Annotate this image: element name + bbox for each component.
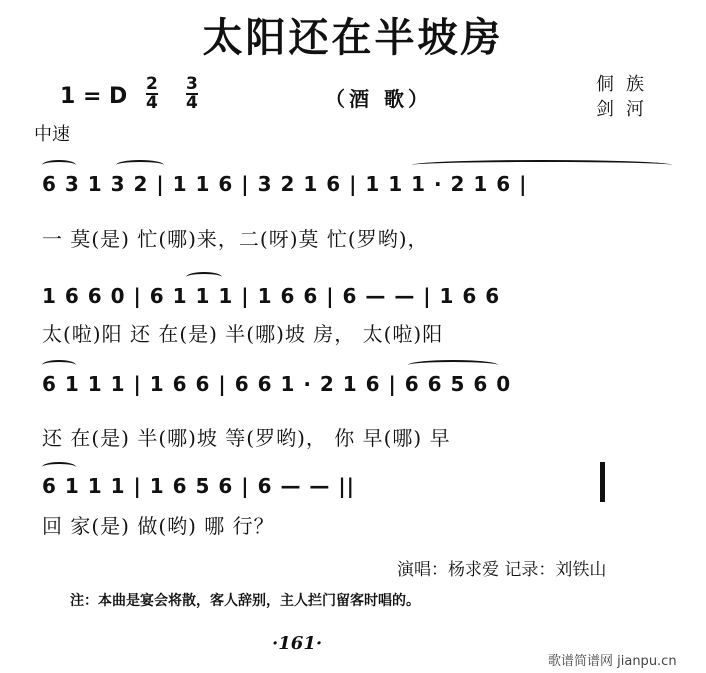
watermark: 歌谱简谱网 jianpu.cn [548,654,677,669]
key-signature: 1 = D [60,84,128,109]
notation-line-2: 1 6 6 0 | 6 1 1 1 | 1 6 6 | 6 — — | 1 6 6 [42,284,501,308]
final-barline [600,462,605,502]
slur [116,160,164,170]
notation-line-3: 6 1 1 1 | 1 6 6 | 6 6 1 · 2 1 6 | 6 6 5 6 0 [42,372,512,396]
lyric-line-2: 太(啦)阳 还 在(是) 半(哪)坡 房， 太(啦)阳 [42,322,444,346]
tie [412,160,672,170]
subtitle: （酒 歌） [325,87,432,111]
page-number: ·161· [272,633,323,654]
lyric-line-1: 一 莫(是) 忙(哪)来，二(呀)莫 忙(罗哟)， [42,227,429,251]
meter-numerator: 3 [186,74,198,94]
meter-denominator: 4 [186,93,198,113]
footnote: 注：本曲是宴会将散，客人辞别，主人拦门留客时唱的。 [70,593,420,609]
lyric-line-3: 还 在(是) 半(哪)坡 等(罗哟)， 你 早(哪) 早 [42,426,451,450]
slur [42,360,76,370]
slur [186,272,222,282]
time-signature-2-4 [146,76,158,112]
meter-denominator: 4 [146,93,158,113]
region: 剑河 [596,99,656,120]
performer-credits: 演唱：杨求爱 记录：刘铁山 [397,560,607,580]
tempo-marking: 中速 [34,124,70,145]
lyric-line-4: 回 家(是) 做(哟) 哪 行？ [42,514,275,538]
meter-numerator: 2 [146,74,158,94]
ethnic-group: 侗族 [596,74,656,95]
slur [42,462,76,472]
notation-line-4: 6 1 1 1 | 1 6 5 6 | 6 — — || [42,474,355,498]
slur [42,160,76,170]
slur [408,360,498,370]
song-title: 太阳还在半坡房 [202,14,504,61]
notation-line-1: 6 3 1 3 2 | 1 1 6 | 3 2 1 6 | 1 1 1 · 2 1 6 | [42,172,528,196]
time-signature-3-4 [186,76,198,112]
